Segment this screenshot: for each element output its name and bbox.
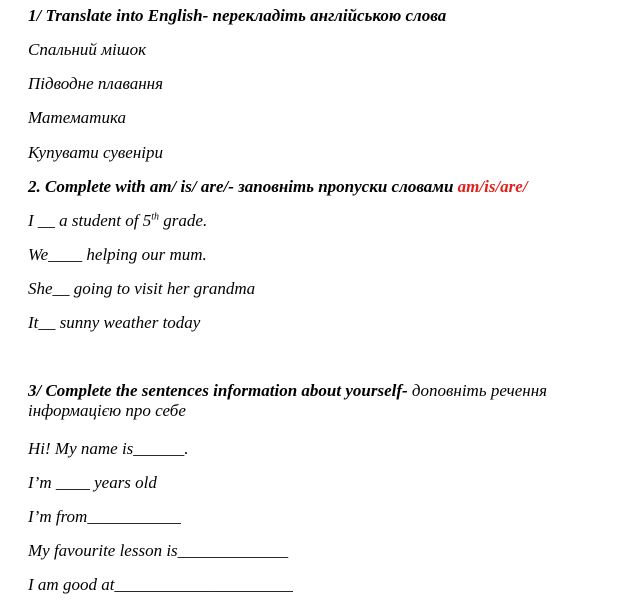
section1-item: Спальний мішок [28,40,147,59]
section3-item: I am good at_____________________ [28,575,293,594]
section1-item: Підводне плавання [28,74,164,93]
section3-item: My favourite lesson is_____________ [28,541,289,560]
section3-heading [28,381,613,421]
section2-item: We____ helping our mum. [28,245,207,264]
section2-item: She__ going to visit her grandma [28,279,256,298]
section1-heading: 1/ Translate into English- перекладіть англійською слова [28,6,447,25]
section2-heading-accent: am/is/are/ [457,177,528,196]
section3-item: I’m ____ years old [28,473,157,492]
section3-heading-text: 3/ Complete the sentences information about yourself- [28,381,408,400]
section2-item: It__ sunny weather today [28,313,201,332]
section2-heading [28,177,528,197]
section2-item1-after: grade. [159,211,208,230]
section2-item [28,211,207,231]
section2-item1-before: I __ a student of 5 [28,211,152,230]
section1-item: Купувати сувеніри [28,143,163,162]
section1-item: Математика [28,108,126,127]
section2-item1-sup: th [151,211,160,223]
section3-item: Hi! My name is______. [28,439,189,458]
section3-item: I’m from___________ [28,507,181,526]
section2-heading-text: 2. Complete with am/ is/ are/- заповніть пропуски словами [28,177,458,196]
section3-heading-rest: доповніть речення інформацією про себе [28,381,548,420]
